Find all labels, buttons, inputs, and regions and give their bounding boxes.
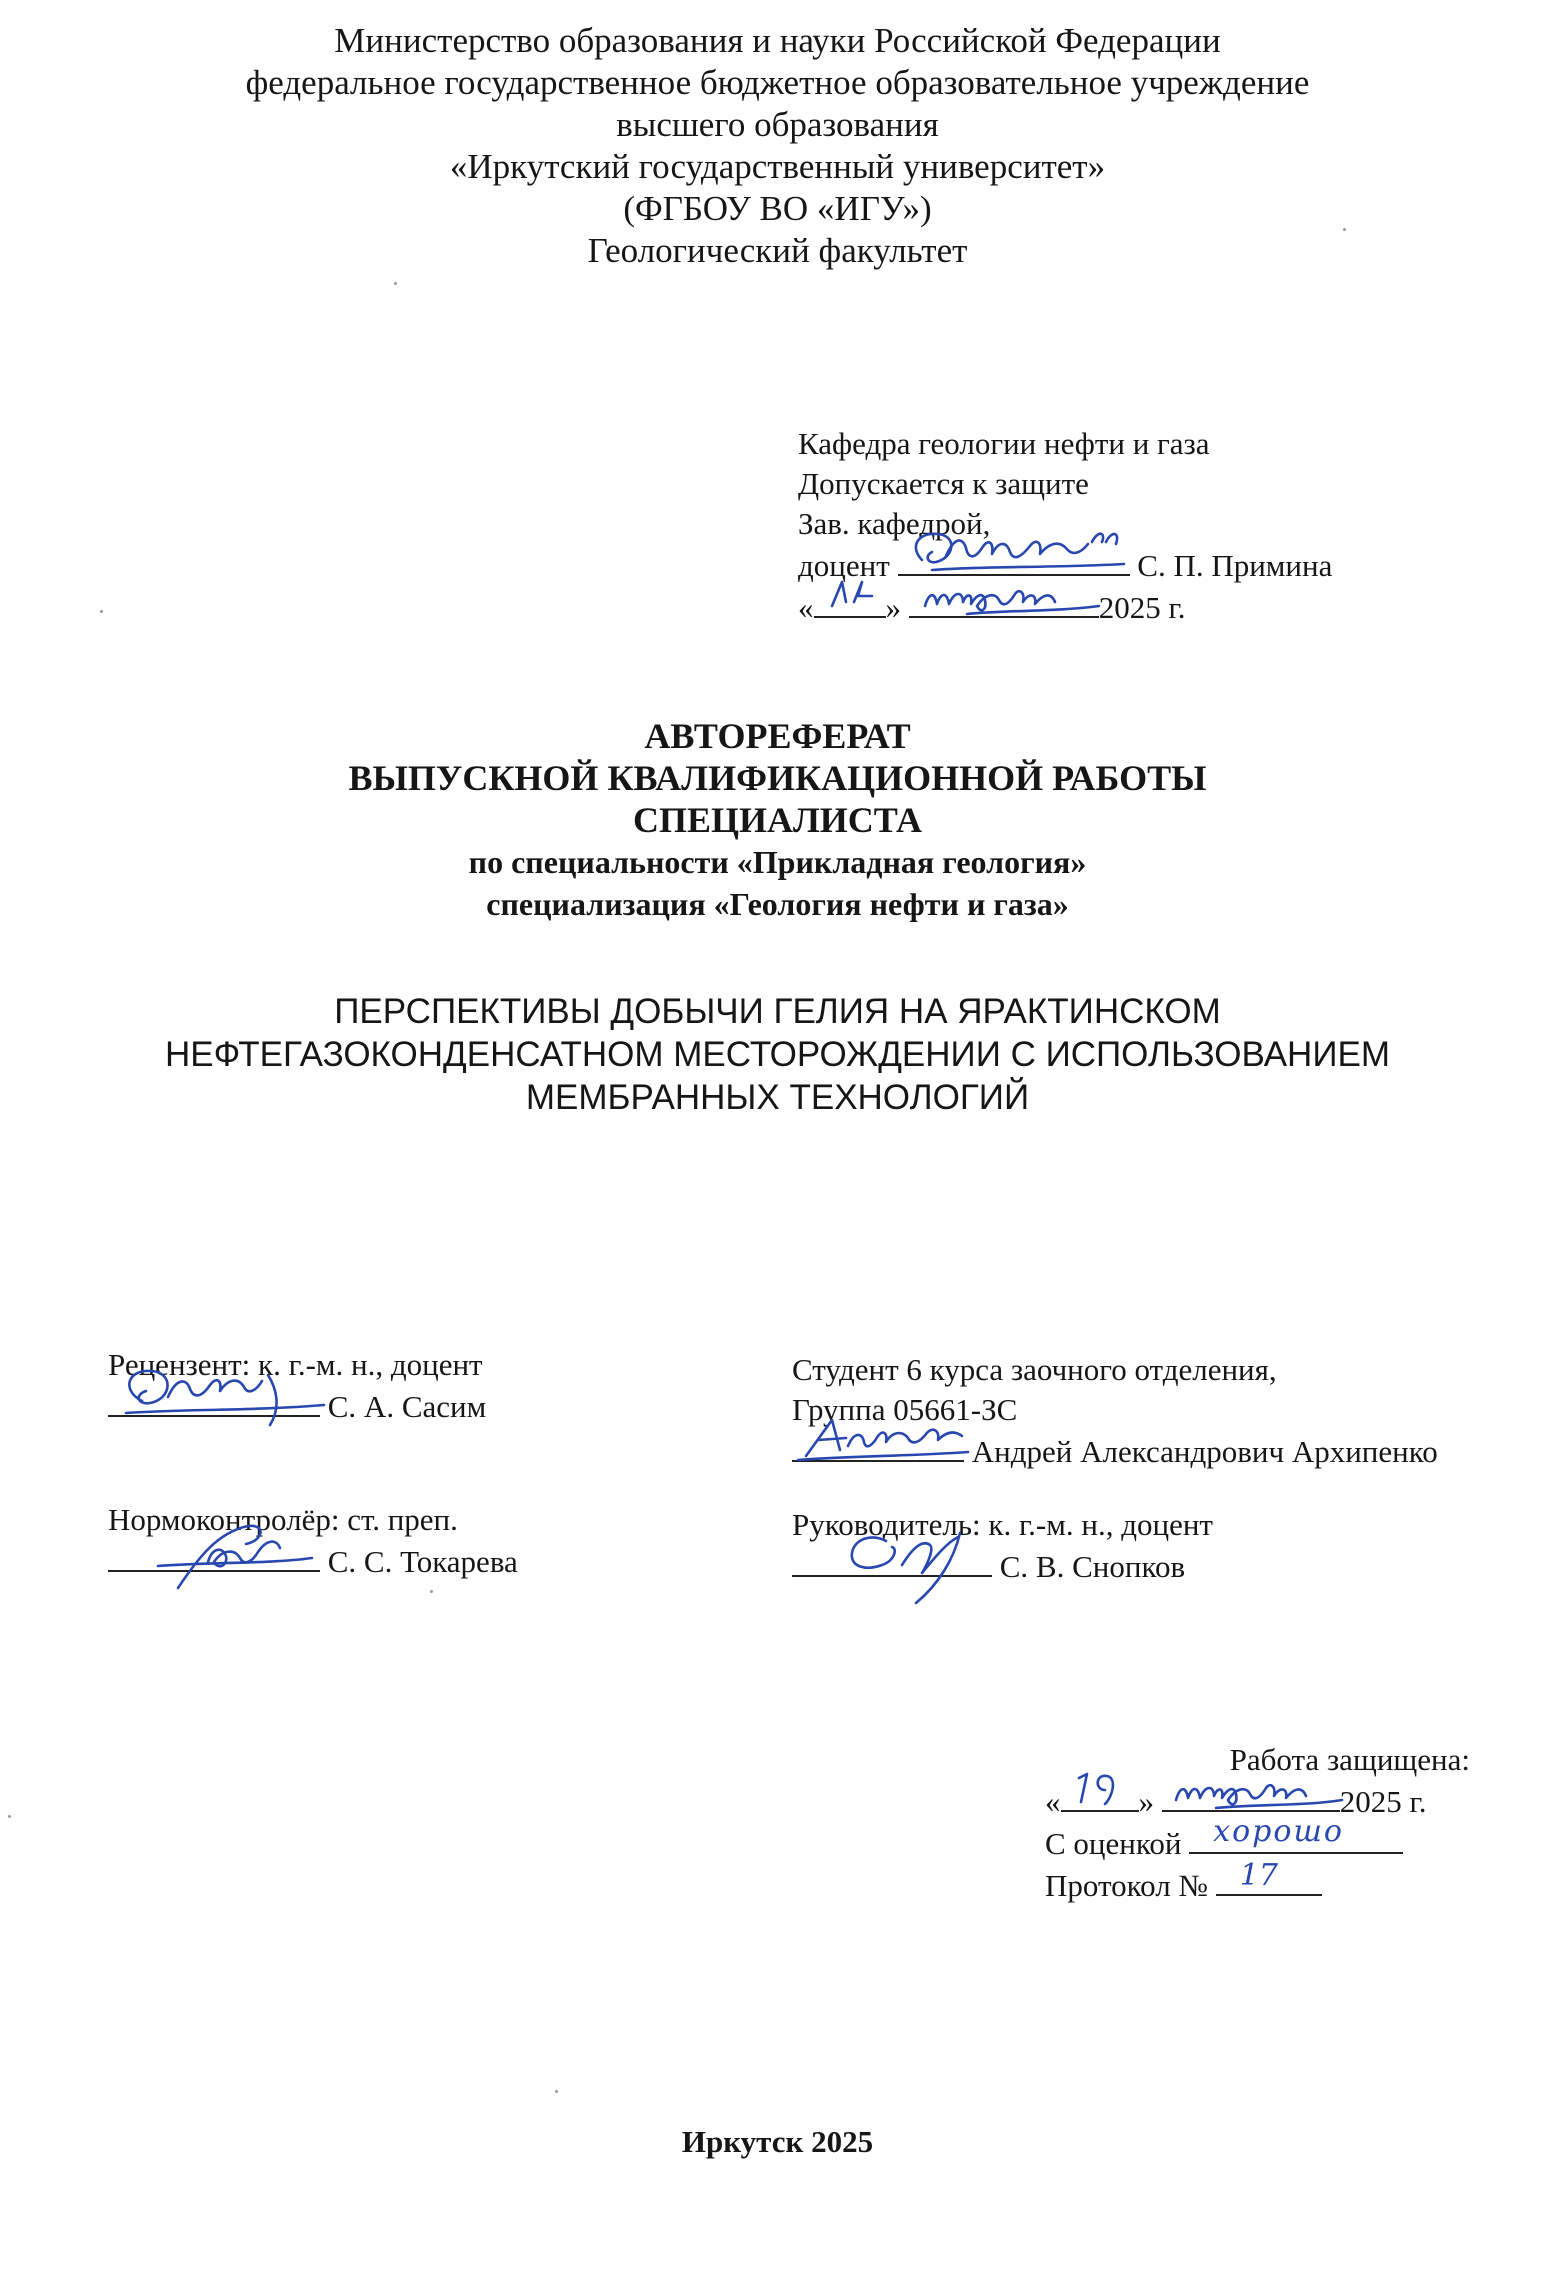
reviewer-block (108, 1345, 486, 1427)
student-name: Андрей Александрович Архипенко (971, 1434, 1438, 1469)
title-autoreferat: АВТОРЕФЕРАТ (644, 716, 911, 756)
reviewer-label: Рецензент: к. г.-м. н., доцент (108, 1347, 483, 1382)
normcontrol-label: Нормоконтролёр: ст. преп. (108, 1502, 458, 1537)
topic-line-1: ПЕРСПЕКТИВЫ ДОБЫЧИ ГЕЛИЯ НА ЯРАКТИНСКОМ (334, 992, 1221, 1031)
student-group: Группа 05661-ЗС (792, 1392, 1018, 1427)
university-abbr-line: (ФГБОУ ВО «ИГУ») (623, 189, 932, 228)
institution-header (0, 20, 1555, 272)
defense-date: « » 2025 г. (1045, 1780, 1470, 1822)
scan-speck (394, 282, 397, 285)
title-specialization: специализация «Геология нефти и газа» (486, 886, 1069, 922)
defense-day-field (1061, 1780, 1139, 1812)
reviewer-signature-blank (108, 1385, 320, 1417)
reviewer-name: С. А. Сасим (327, 1389, 487, 1424)
defense-day-handwritten (1065, 1766, 1141, 1810)
supervisor-signature-image (842, 1519, 992, 1609)
approval-month-field (909, 586, 1099, 618)
head-label: Зав. кафедрой, (798, 506, 991, 541)
approval-day-handwritten (818, 572, 888, 616)
topic-line-3: МЕМБРАННЫХ ТЕХНОЛОГИЙ (525, 1078, 1030, 1117)
normcontrol-signature-blank (108, 1540, 320, 1572)
student-label: Студент 6 курса заочного отделения, (792, 1352, 1277, 1387)
university-name-line: «Иркутский государственный университет» (449, 147, 1106, 186)
grade-field (1189, 1814, 1403, 1854)
supervisor-label: Руководитель: к. г.-м. н., доцент (792, 1507, 1213, 1542)
admitted-text: Допускается к защите (798, 466, 1089, 501)
defense-block (1045, 1740, 1470, 1906)
thesis-topic (0, 990, 1555, 1119)
scan-speck (8, 1815, 11, 1818)
normcontrol-block (108, 1500, 518, 1582)
approval-month-handwritten (915, 570, 1105, 620)
faculty-line: Геологический факультет (587, 231, 968, 270)
approval-day-field (814, 586, 886, 618)
student-signature-image (792, 1410, 972, 1470)
protocol-label: Протокол № (1045, 1868, 1208, 1903)
normcontrol-signature-image (148, 1518, 318, 1598)
supervisor-name: С. В. Снопков (999, 1549, 1186, 1584)
title-degree: СПЕЦИАЛИСТА (632, 800, 923, 840)
supervisor-block (792, 1505, 1213, 1587)
approval-date: « » 2025 г. (798, 586, 1332, 628)
student-block (792, 1350, 1438, 1472)
scan-speck (555, 2090, 558, 2093)
reviewer-signature-image (112, 1361, 332, 1431)
supervisor-signature-blank (792, 1545, 992, 1577)
scan-speck (430, 1590, 433, 1593)
title-specialty: по специальности «Прикладная геология» (468, 844, 1087, 880)
education-level-line: высшего образования (616, 105, 939, 144)
title-work-type: ВЫПУСКНОЙ КВАЛИФИКАЦИОННОЙ РАБОТЫ (348, 758, 1207, 798)
city-year: Иркутск 2025 (681, 2124, 874, 2159)
chair-name: Кафедра геологии нефти и газа (798, 426, 1210, 461)
protocol-handwritten: 17 (1239, 1858, 1278, 1893)
defense-month-field (1162, 1780, 1340, 1812)
scan-speck (1343, 228, 1346, 231)
protocol-field (1216, 1858, 1322, 1896)
topic-line-2: НЕФТЕГАЗОКОНДЕНСАТНОМ МЕСТОРОЖДЕНИИ С ИСПОЛЬЗОВАНИЕМ (165, 1035, 1390, 1074)
head-name: С. П. Примина (1137, 548, 1333, 583)
document-title (0, 715, 1555, 925)
department-approval (798, 424, 1332, 628)
grade-label: С оценкой (1045, 1826, 1182, 1861)
institution-type-line: федеральное государственное бюджетное образовательное учреждение (245, 63, 1310, 102)
grade-handwritten: хорошо (1213, 1814, 1344, 1849)
student-signature-blank (792, 1430, 964, 1462)
head-position: доцент (798, 548, 890, 583)
normcontrol-name: С. С. Токарева (327, 1544, 518, 1579)
defense-protocol (1045, 1858, 1470, 1906)
scan-speck (100, 610, 103, 613)
defense-title: Работа защищена: (1229, 1742, 1470, 1777)
ministry-line: Министерство образования и науки Российской Федерации (334, 21, 1221, 60)
head-signature-image (902, 526, 1132, 576)
defense-month-handwritten (1166, 1766, 1346, 1812)
